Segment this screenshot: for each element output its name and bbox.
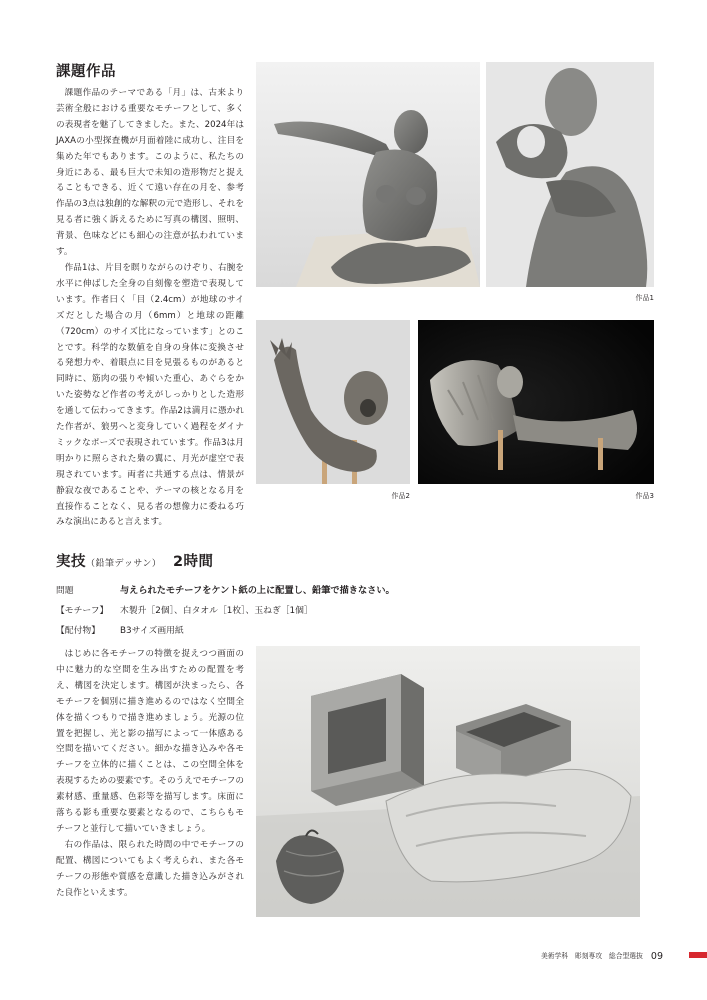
motif-key: 【モチーフ】	[56, 606, 109, 616]
problem-value: 与えられたモチーフをケント紙の上に配置し、鉛筆で描きなさい。	[120, 585, 395, 596]
section2-paragraph-1: はじめに各モチーフの特徴を捉えつつ画面の中に魅力的な空間を生み出すための配置を考え、構図を決定します。構図が決まったら、各モチーフを個別に描き進めるのではなく空間全体を描くつもりで描き進めましょう。光源の位置を把握し、光と影の描写によって一体感ある空間を描いてください。細かな描き込みや各モチーフを立体的に描くことは、この空間全体を表現するための要素です。そのうえでモチーフの素材感、重量感、色彩等を描写します。床面に落ちる影も重要な要素となるので、こちらもモチーフと並行して描いていきましょう。	[56, 649, 244, 834]
materials-value: B3サイズ画用紙	[120, 626, 184, 636]
materials-key: 【配付物】	[56, 626, 100, 636]
section2-body	[56, 647, 244, 902]
problem-key: 問題	[56, 586, 74, 596]
section2-title	[56, 550, 214, 571]
pencil-drawing	[256, 646, 640, 917]
problem-row	[56, 582, 395, 596]
footer	[541, 950, 663, 962]
caption-work1: 作品1	[635, 294, 654, 302]
section2-title-main: 実技	[56, 554, 86, 570]
motif-row	[56, 603, 313, 616]
section2-title-sub: （鉛筆デッサン）	[86, 559, 162, 569]
work1-photo-closeup	[486, 62, 654, 287]
work3-photo	[418, 320, 654, 484]
materials-row	[56, 623, 184, 636]
footer-accent-bar	[689, 952, 707, 958]
motif-value: 木製升［2個］、白タオル［1枚］、玉ねぎ［1個］	[120, 606, 313, 616]
caption-work2: 作品2	[391, 492, 410, 500]
footer-label: 美術学科 彫刻専攻 総合型選抜	[540, 952, 643, 960]
section1-body	[56, 86, 244, 531]
section1-paragraph-2: 作品1は、片目を瞑りながらのけぞり、右腕を水平に伸ばした全身の自刻像を塑造で表現しています。作者曰く「目（2.4cm）が地球のサイズだとした場合の月（6mm）と地球の距離（720cm）のサイズ比になっています」とのことです。科学的な数値を自身の身体に変換させる発想力や、着眼点に目を見張るものがあると同時に、筋肉の張りや傾いた重心、あぐらをかいた姿勢など作者の考えがしっかりとした造形を通して伝わってきます。作品2は満月に憑かれた作者が、狼男へと変身していく過程をダイナミックなポーズで表現されています。作品3は月明かりに照らされた梟の翼に、月光が虚空で表現されています。両者に共通する点は、情景が静寂な夜であることや、テーマの核となる月を直接作ることなく、見る者の想像力に委ねる巧みな演出にあると言えます。	[56, 262, 244, 528]
page-number: 09	[650, 951, 663, 962]
section1-paragraph-1: 課題作品のテーマである「月」は、古来より芸術全般における重要なモチーフとして、多くの表現者を魅了してきました。また、2024年はJAXAの小型探査機が月面着陸に成功し、注目を集めた年でもあります。このように、私たちの身近にある、最も巨大で未知の造形物だと捉えることもできる、近くて遠い存在の月を、参考作品の3点は独創的な解釈の元で造形し、それを見る者に強く訴えるために写真の構図、照明、背景、色味などにも細心の注意が払われています。	[56, 88, 244, 258]
work1-photo-full	[256, 62, 480, 287]
section1-title: 課題作品	[56, 64, 116, 80]
section2-title-time: 2時間	[172, 554, 214, 570]
section2-paragraph-2: 右の作品は、限られた時間の中でモチーフの配置、構図についてもよく考えられ、また各モチーフの形態や質感を意識した描き込みがされた良作といえます。	[56, 839, 244, 898]
work2-photo	[256, 320, 410, 484]
caption-work3: 作品3	[635, 492, 654, 500]
